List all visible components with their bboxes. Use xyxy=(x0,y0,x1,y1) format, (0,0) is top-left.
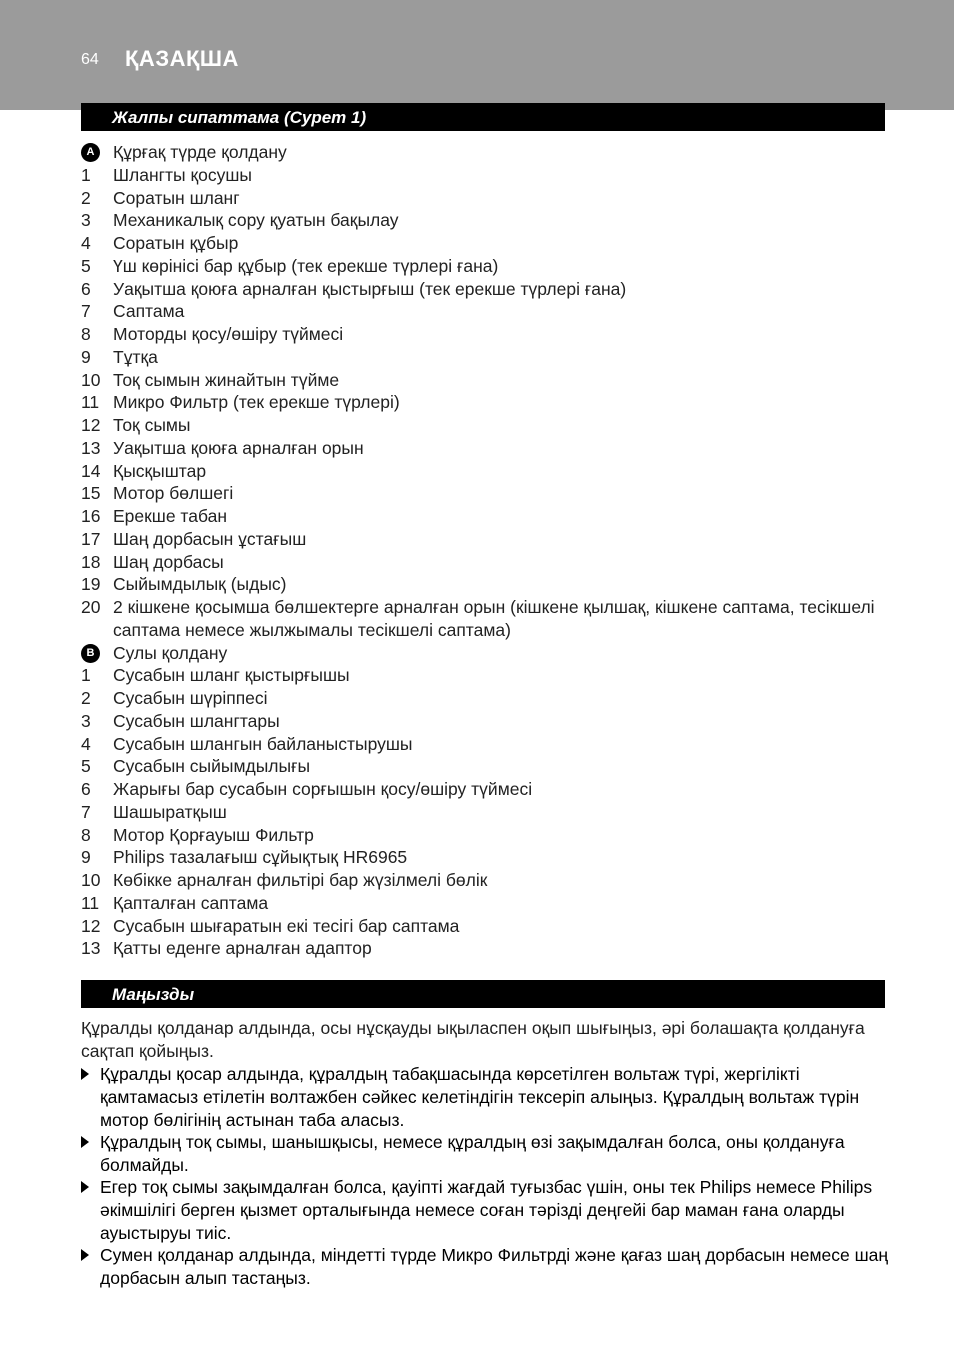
item-number: 7 xyxy=(81,301,91,322)
item-text: Тоқ сымын жинайтын түйме xyxy=(113,369,340,390)
item-text: Моторды қосу/өшіру түймесі xyxy=(113,324,344,344)
list-item xyxy=(81,460,891,483)
item-number: 13 xyxy=(81,437,101,458)
list-item xyxy=(81,892,891,915)
list-item xyxy=(81,346,891,369)
item-text: Сусабын шүріппесі xyxy=(113,688,268,708)
item-number: 4 xyxy=(81,233,91,253)
item-number: 16 xyxy=(81,506,101,526)
group-a-heading xyxy=(81,141,891,164)
item-number: 3 xyxy=(81,210,91,231)
item-text: Үш көрінісі бар құбыр (тек ерекше түрлері ғана) xyxy=(113,255,499,276)
list-item xyxy=(81,482,891,505)
list-item xyxy=(81,187,891,210)
item-number: 14 xyxy=(81,460,101,481)
group-a-list xyxy=(81,164,891,642)
item-text: 2 кішкене қосымша бөлшектерге арналған орын (кішкене қылшақ, кішкене саптама, тесікшелі саптама немесе жылжымалы тесікшелі саптама) xyxy=(113,597,875,640)
item-text: Қатты еденге арналған адаптор xyxy=(113,938,372,959)
list-item xyxy=(81,846,891,869)
list-item xyxy=(81,164,891,187)
list-item xyxy=(81,323,891,346)
item-number: 7 xyxy=(81,801,91,822)
item-text: Сыйымдылық (ыдыс) xyxy=(113,574,287,595)
item-text: Қысқыштар xyxy=(113,460,207,481)
item-text: Шашыратқыш xyxy=(113,801,227,822)
bullet-text: Құралдың тоқ сымы, шанышқысы, немесе құралдың өзі зақымдалған болса, оны қолдануға болмайды. xyxy=(100,1132,845,1175)
list-item xyxy=(81,414,891,437)
list-item xyxy=(81,209,891,232)
item-text: Ерекше табан xyxy=(113,506,227,526)
item-number: 13 xyxy=(81,938,101,959)
list-item xyxy=(81,573,891,596)
item-text: Мотор Қорғауыш Фильтр xyxy=(113,824,314,845)
item-text: Көбікке арналған фильтірі бар жүзілмелі бөлік xyxy=(113,870,488,890)
list-item xyxy=(81,505,891,528)
item-number: 3 xyxy=(81,710,91,731)
list-item xyxy=(81,733,891,756)
item-text: Сусабын шлангтары xyxy=(113,710,280,731)
list-item xyxy=(81,255,891,278)
item-text: Сусабын сыйымдылығы xyxy=(113,756,311,777)
item-number: 2 xyxy=(81,688,91,708)
bullet-arrow-icon xyxy=(81,1249,89,1261)
item-text: Уақытша қоюға арналған орын xyxy=(113,437,364,458)
item-number: 10 xyxy=(81,369,101,390)
item-text: Шаң дорбасын ұстағыш xyxy=(113,528,307,549)
bullet-text: Егер тоқ сымы зақымдалған болса, қауіпті жағдай туғызбас үшін, оны тек Philips немесе Philips әкімшілігі берген қызмет орталығында немесе соған тәрізді деңгейі бар маман ғана оларды ауыстыруы тиіс. xyxy=(100,1177,873,1243)
item-text: Сусабын шлангын байланыстырушы xyxy=(113,733,413,754)
item-text: Механикалық сору қуатын бақылау xyxy=(113,210,399,231)
item-number: 6 xyxy=(81,278,91,299)
item-text: Тұтқа xyxy=(113,346,158,367)
list-item xyxy=(81,710,891,733)
list-item xyxy=(81,391,891,414)
item-number: 5 xyxy=(81,756,91,777)
list-item xyxy=(81,869,891,892)
item-number: 19 xyxy=(81,574,101,595)
bullet-text: Құралды қосар алдында, құралдың табақшасында көрсетілген вольтаж түрі, жергілікті қамтамасыз етілетін волтажбен сәйкес келетіндігін тексеріп алыңыз. Құралдың вольтаж түрін мотор бөлігінің астынан таба аласыз. xyxy=(100,1064,860,1130)
list-item xyxy=(81,937,891,960)
item-number: 20 xyxy=(81,597,101,617)
item-number: 5 xyxy=(81,255,91,276)
parts-list xyxy=(81,141,891,960)
item-number: 9 xyxy=(81,346,91,367)
item-number: 18 xyxy=(81,551,101,572)
item-number: 17 xyxy=(81,528,101,549)
bullet-arrow-icon xyxy=(81,1068,89,1080)
item-number: 12 xyxy=(81,415,101,435)
list-item xyxy=(81,369,891,392)
item-number: 11 xyxy=(81,892,100,913)
item-text: Қапталған саптама xyxy=(113,892,269,913)
group-a-badge: A xyxy=(81,143,100,162)
item-text: Соратын құбыр xyxy=(113,233,239,253)
item-number: 8 xyxy=(81,324,91,344)
item-text: Philips тазалағыш сұйықтық HR6965 xyxy=(113,847,408,868)
list-item xyxy=(81,528,891,551)
list-item xyxy=(81,824,891,847)
item-number: 9 xyxy=(81,847,91,868)
item-number: 6 xyxy=(81,779,91,799)
item-number: 11 xyxy=(81,392,100,413)
list-item xyxy=(81,278,891,301)
section-heading-general-description: Жалпы сипаттама (Сурет 1) xyxy=(81,103,885,131)
bullet-arrow-icon xyxy=(81,1181,89,1193)
list-item xyxy=(81,801,891,824)
item-text: Саптама xyxy=(113,301,185,322)
list-item xyxy=(81,755,891,778)
section-heading-important: Маңызды xyxy=(81,980,885,1008)
item-number: 2 xyxy=(81,187,91,208)
group-b-heading xyxy=(81,642,891,665)
list-item xyxy=(81,664,891,687)
list-item xyxy=(81,778,891,801)
item-number: 12 xyxy=(81,915,101,936)
group-b-title: Сулы қолдану xyxy=(113,642,228,663)
important-intro: Құралды қолданар алдында, осы нұсқауды ықыласпен оқып шығыңыз, әрі болашақта қолдануға сақтап қойыңыз. xyxy=(81,1018,865,1061)
item-text: Сусабын шығаратын екі тесігі бар саптама xyxy=(113,915,460,936)
list-item xyxy=(81,300,891,323)
item-text: Уақытша қоюға арналған қыстырғыш (тек ерекше түрлері ғана) xyxy=(113,278,627,299)
header-band xyxy=(0,0,954,110)
group-b-list xyxy=(81,664,891,960)
item-text: Соратын шланг xyxy=(113,187,240,208)
item-number: 8 xyxy=(81,824,91,845)
group-b-badge: B xyxy=(81,644,100,663)
item-number: 15 xyxy=(81,483,101,504)
bullet-text: Сумен қолданар алдында, міндетті түрде Микро Фильтрді және қағаз шаң дорбасын немесе шаң дорбасын алып тастаңыз. xyxy=(100,1245,889,1288)
item-text: Мотор бөлшегі xyxy=(113,483,234,504)
bullet-arrow-icon xyxy=(81,1136,89,1148)
item-text: Тоқ сымы xyxy=(113,415,191,435)
item-text: Жарығы бар сусабын сорғышын қосу/өшіру түймесі xyxy=(113,779,533,799)
list-item xyxy=(81,232,891,255)
item-text: Микро Фильтр (тек ерекше түрлері) xyxy=(113,392,400,413)
list-item xyxy=(81,437,891,460)
page-number: 64 xyxy=(81,51,99,68)
list-item xyxy=(81,551,891,574)
list-item xyxy=(81,687,891,710)
language-heading: ҚАЗАҚША xyxy=(125,46,239,71)
list-item xyxy=(81,915,891,938)
item-number: 1 xyxy=(81,164,91,185)
list-item xyxy=(81,596,891,642)
group-a-title: Құрғақ түрде қолдану xyxy=(113,142,287,162)
item-number: 1 xyxy=(81,665,91,686)
item-text: Шаң дорбасы xyxy=(113,551,224,572)
item-number: 10 xyxy=(81,870,101,890)
item-text: Сусабын шланг қыстырғышы xyxy=(113,665,350,686)
item-number: 4 xyxy=(81,733,91,754)
item-text: Шлангты қосушы xyxy=(113,164,252,185)
